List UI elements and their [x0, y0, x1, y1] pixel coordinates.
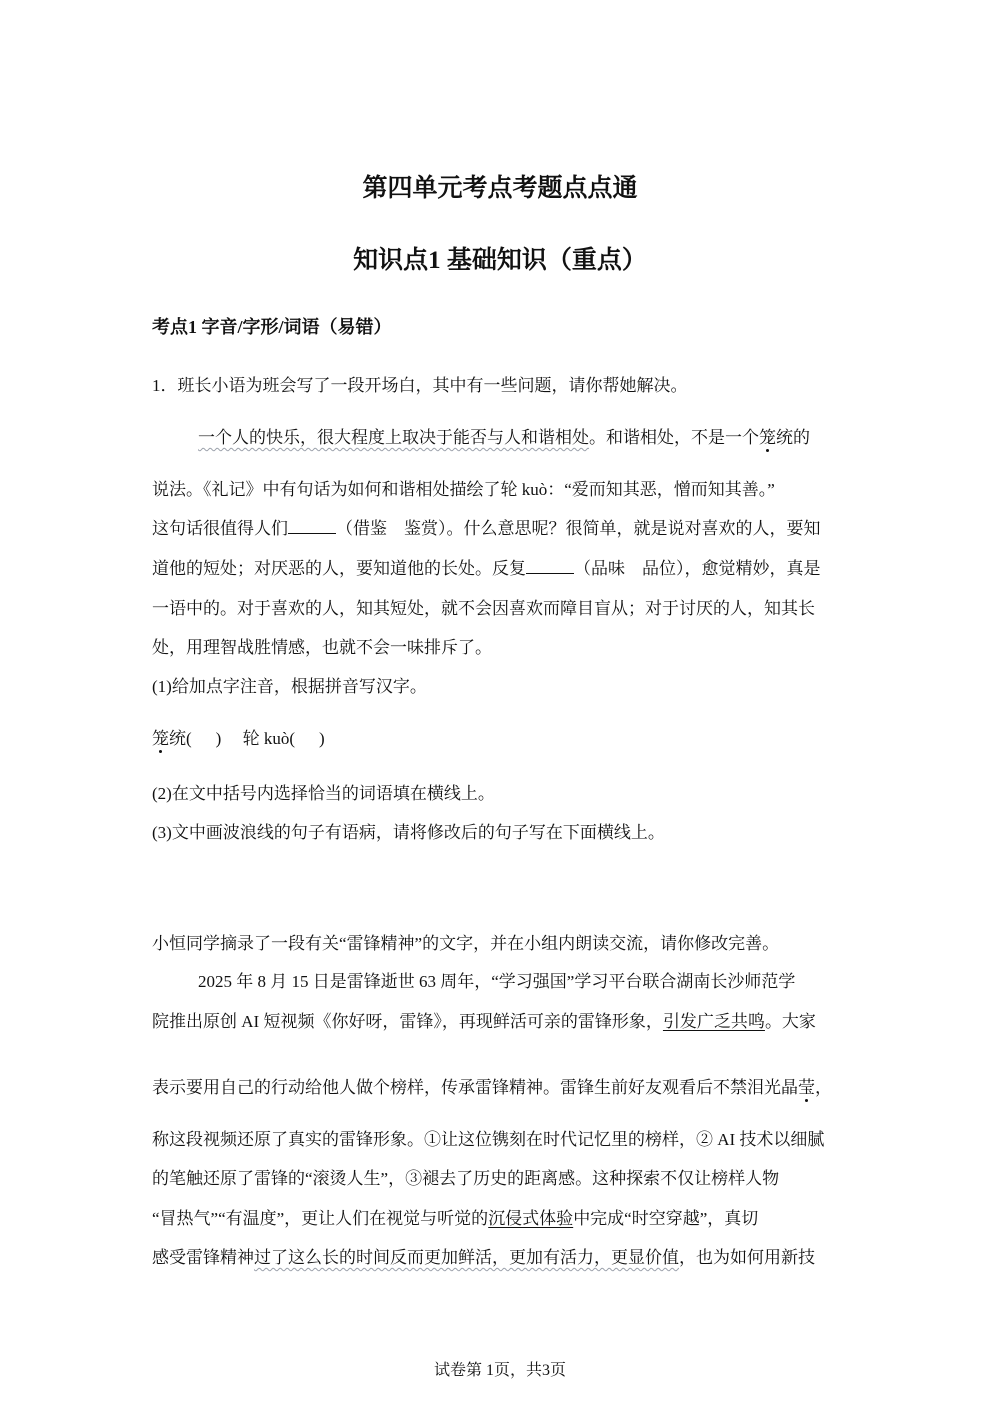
question-2-stem: 小恒同学摘录了一段有关“雷锋精神”的文字，并在小组内朗读交流，请你修改完善。	[152, 934, 780, 953]
wavy-underlined-sentence: 一个人的快乐，很大程度上取决于能否与人和谐相处	[198, 428, 589, 447]
question-1-stem: 1．班长小语为班会写了一段开场白，其中有一些问题，请你帮她解决。	[152, 376, 688, 395]
passage-line: 2025 年 8 月 15 日是雷锋逝世 63 周年，“学习强国”学习平台联合湖南长沙师范学	[198, 972, 796, 991]
passage-line: 表示要用自己的行动给他人做个榜样，传承雷锋精神。雷锋生前好友观看后不禁泪光晶莹，	[152, 1078, 832, 1097]
passage-line: 院推出原创 AI 短视频《你好呀，雷锋》，再现鲜活可亲的雷锋形象，引发广乏共鸣。大家	[152, 1012, 816, 1031]
page-title: 第四单元考点考题点点通	[362, 175, 638, 202]
underlined-phrase: 沉侵式体验	[488, 1209, 574, 1228]
passage-line: 的笔触还原了雷锋的“滚烫人生”，③褪去了历史的距离感。这种探索不仅让榜样人物	[152, 1169, 780, 1188]
passage-line: 处，用理智战胜情感，也就不会一味排斥了。	[152, 638, 492, 657]
passage-line: 一个人的快乐，很大程度上取决于能否与人和谐相处。和谐相处，不是一个笼统的	[198, 428, 810, 447]
sub-question-3: (3)文中画波浪线的句子有语病，请将修改后的句子写在下面横线上。	[152, 823, 665, 842]
page-footer: 试卷第 1页，共3页	[433, 1362, 566, 1379]
sub-question-1-answer: 笼统( ) 轮 kuò( )	[152, 729, 325, 748]
passage-line: 称这段视频还原了真实的雷锋形象。①让这位镌刻在时代记忆里的榜样，② AI 技术以细腻	[152, 1130, 825, 1149]
page-subtitle: 知识点1 基础知识（重点）	[353, 247, 647, 274]
dotted-character: 笼	[152, 729, 169, 748]
dotted-character: 笼	[759, 428, 776, 447]
fill-blank-2[interactable]	[526, 559, 574, 574]
passage-line: “冒热气”“有温度”，更让人们在视觉与听觉的沉侵式体验中完成“时空穿越”，真切	[152, 1209, 759, 1228]
underlined-phrase: 引发广乏共鸣	[662, 1012, 765, 1031]
passage-line: 说法。《礼记》中有句话为如何和谐相处描绘了轮 kuò：“爱而知其恶，憎而知其善。”	[152, 480, 775, 499]
passage-line: 这句话很值得人们 （借鉴 鉴赏）。什么意思呢？很简单，就是说对喜欢的人，要知	[152, 519, 821, 538]
wavy-underlined-sentence: 过了这么长的时间反而更加鲜活，更加有活力，更显价值	[254, 1248, 679, 1267]
passage-line: 一语中的。对于喜欢的人，知其短处，就不会因喜欢而障目盲从；对于讨厌的人，知其长	[152, 599, 815, 618]
passage-line: 感受雷锋精神过了这么长的时间反而更加鲜活，更加有活力，更显价值，也为如何用新技	[152, 1248, 815, 1267]
fill-blank-1[interactable]	[288, 519, 336, 534]
passage-line: 道他的短处；对厌恶的人，要知道他的长处。反复 （品味 品位），愈觉精妙，真是	[152, 559, 821, 578]
dotted-character: 莹	[798, 1078, 815, 1097]
section-heading: 考点1 字音/字形/词语（易错）	[152, 317, 392, 337]
sub-question-1: (1)给加点字注音，根据拼音写汉字。	[152, 677, 427, 696]
sub-question-2: (2)在文中括号内选择恰当的词语填在横线上。	[152, 784, 495, 803]
